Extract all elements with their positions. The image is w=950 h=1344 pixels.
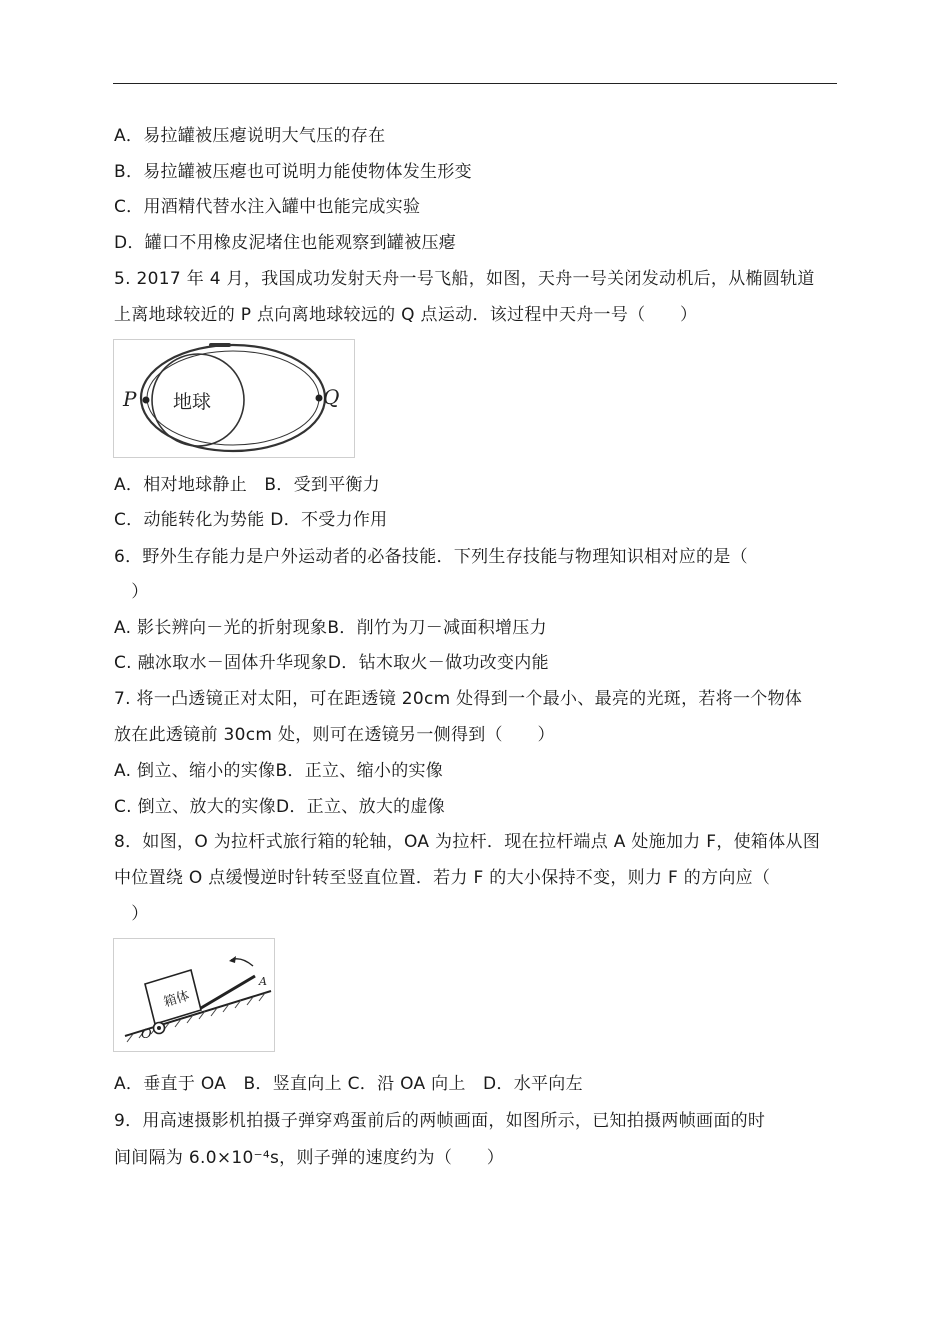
suitcase-figure [113,938,275,1052]
orbit-q-label: Q [323,385,340,409]
q7-options-ab: A. 倒立、缩小的实像B．正立、缩小的实像 [114,761,444,781]
pivot-o-label: O [141,1027,152,1042]
q4-option-b: B．易拉罐被压瘪也可说明力能使物体发生形变 [114,162,472,182]
q4-option-c: C．用酒精代替水注入罐中也能完成实验 [114,197,421,217]
q5-options-cd: C．动能转化为势能 D．不受力作用 [114,510,388,530]
q8-stem-line1: 8．如图，O 为拉杆式旅行箱的轮轴，OA 为拉杆．现在拉杆端点 A 处施加力 F，使箱体从图 [114,832,821,852]
q5-stem-line2: 上离地球较近的 P 点向离地球较远的 Q 点运动．该过程中天舟一号（ ） [114,305,698,325]
q6-stem-line2: ） [114,582,149,602]
q5-options-ab: A．相对地球静止 B．受到平衡力 [114,475,381,495]
q6-options-ab: A. 影长辨向－光的折射现象B．削竹为刀－减面积增压力 [114,618,547,638]
q8-stem-line3: ） [114,904,149,924]
q6-options-cd: C. 融冰取水－固体升华现象D．钻木取火－做功改变内能 [114,653,549,673]
q4-option-a: A．易拉罐被压瘪说明大气压的存在 [114,126,386,146]
q8-stem-line2: 中位置绕 O 点缓慢逆时针转至竖直位置．若力 F 的大小保持不变，则力 F 的方向应（ [114,868,771,888]
orbit-figure [113,339,355,458]
header-rule [113,83,837,84]
end-a-label: A [259,975,267,988]
q7-options-cd: C. 倒立、放大的实像D．正立、放大的虚像 [114,797,446,817]
q9-stem-line2: 间间隔为 6.0×10⁻⁴s，则子弹的速度约为（ ） [114,1148,505,1168]
q6-stem-line1: 6．野外生存能力是户外运动者的必备技能．下列生存技能与物理知识相对应的是（ [114,547,748,567]
box-label: 箱体 [161,988,192,1011]
earth-label: 地球 [173,391,212,413]
q5-stem-line1: 5. 2017 年 4 月，我国成功发射天舟一号飞船，如图，天舟一号关闭发动机后，从椭圆轨道 [114,269,815,289]
q8-options: A．垂直于 OA B．竖直向上 C．沿 OA 向上 D．水平向左 [114,1074,583,1094]
q4-option-d: D．罐口不用橡皮泥堵住也能观察到罐被压瘪 [114,233,457,253]
orbit-p-label: P [123,387,137,411]
q7-stem-line1: 7. 将一凸透镜正对太阳，可在距透镜 20cm 处得到一个最小、最亮的光斑，若将一个物体 [114,689,803,709]
q7-stem-line2: 放在此透镜前 30cm 处，则可在透镜另一侧得到（ ） [114,725,555,745]
q9-stem-line1: 9．用高速摄影机拍摄子弹穿鸡蛋前后的两帧画面，如图所示，已知拍摄两帧画面的时 [114,1111,766,1131]
